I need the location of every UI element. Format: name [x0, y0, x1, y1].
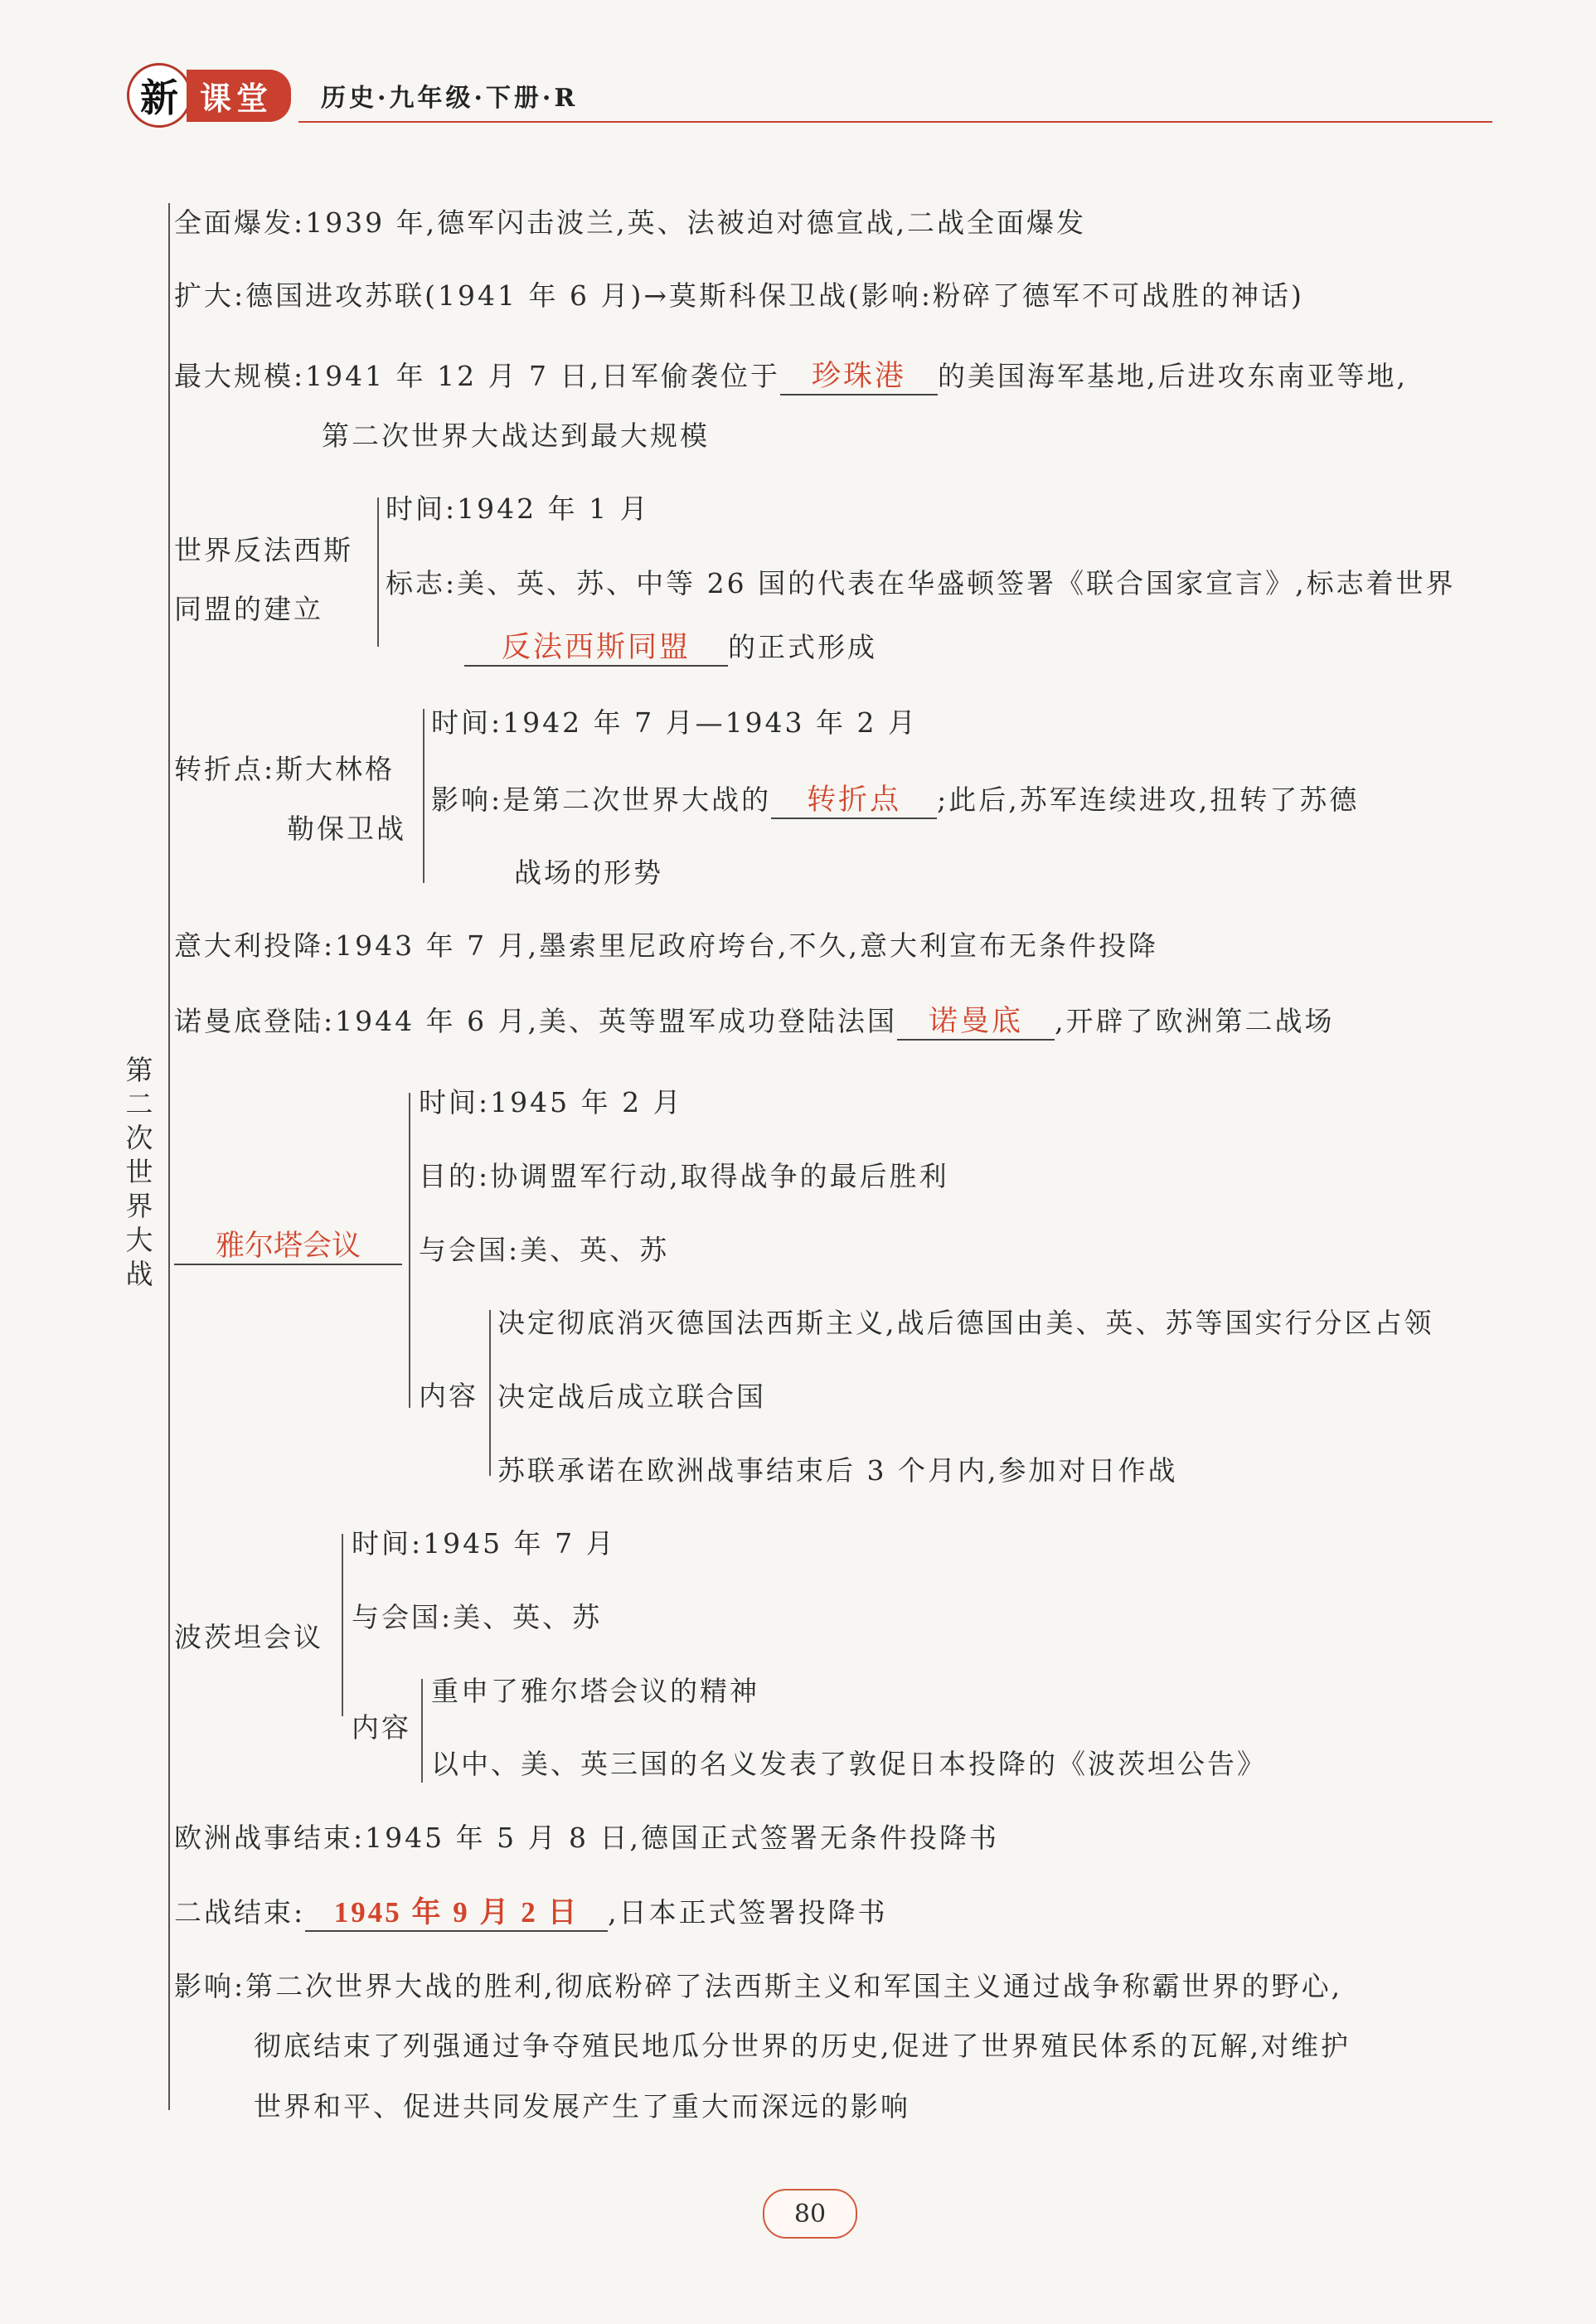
impact-line-1: 影响:第二次世界大战的胜利,彻底粉碎了法西斯主义和军国主义通过战争称霸世界的野心, — [174, 1970, 1343, 2002]
answer-pearl-harbor: 珍珠港 — [780, 359, 938, 395]
alliance-time: 时间:1942 年 1 月 — [386, 492, 650, 525]
yalta-content-bracket — [489, 1310, 491, 1476]
yalta-time: 时间:1945 年 2 月 — [419, 1086, 683, 1118]
impact-line-2: 彻底结束了列强通过争夺殖民地瓜分世界的历史,促进了世界殖民体系的瓦解,对维护 — [254, 2030, 1351, 2062]
page-header — [127, 70, 578, 120]
potsdam-bracket — [342, 1534, 343, 1716]
potsdam-time: 时间:1945 年 7 月 — [352, 1527, 616, 1560]
row-normandy: 诺曼底登陆:1944 年 6 月,美、英等盟军成功登陆法国 诺曼底 ,开辟了欧洲第二战场 — [174, 1004, 1335, 1041]
alliance-row: 反法西斯同盟 的正式形成 — [464, 630, 877, 667]
potsdam-content-1: 重申了雅尔塔会议的精神 — [431, 1675, 759, 1707]
yalta-bracket — [409, 1093, 410, 1408]
yalta-content-1: 决定彻底消灭德国法西斯主义,战后德国由美、英、苏等国实行分区占领 — [497, 1307, 1434, 1339]
answer-anti-fascist-alliance: 反法西斯同盟 — [464, 630, 728, 667]
alliance-bracket — [377, 497, 379, 647]
alliance-sign: 标志:美、英、苏、中等 26 国的代表在华盛顿签署《联合国家宣言》,标志着世界 — [386, 567, 1456, 599]
main-bracket — [168, 203, 170, 2110]
alliance-label: 世界反法西斯 — [174, 534, 353, 566]
turning-label-2: 勒保卫战 — [287, 813, 406, 845]
row-outbreak: 全面爆发:1939 年,德军闪击波兰,英、法被迫对德宣战,二战全面爆发 — [174, 206, 1087, 239]
turning-effect: 影响:是第二次世界大战的 转折点 ;此后,苏军连续进攻,扭转了苏德 — [431, 783, 1359, 819]
potsdam-content-bracket — [421, 1679, 423, 1783]
potsdam-participants: 与会国:美、英、苏 — [352, 1601, 603, 1633]
page-number: 80 — [763, 2189, 857, 2239]
header-subtitle: 历史·九年级·下册·R — [321, 84, 579, 113]
row-max-scale: 最大规模:1941 年 12 月 7 日,日军偷袭位于 珍珠港 的美国海军基地,后进攻东南亚等地, — [174, 359, 1408, 395]
yalta-content-3: 苏联承诺在欧洲战事结束后 3 个月内,参加对日作战 — [497, 1454, 1178, 1487]
row-italy: 意大利投降:1943 年 7 月,墨索里尼政府垮台,不久,意大利宣布无条件投降 — [174, 929, 1159, 962]
header-rule — [298, 121, 1492, 123]
row-max-scale-cont: 第二次世界大战达到最大规模 — [322, 420, 710, 452]
answer-turning-point: 转折点 — [771, 783, 937, 819]
answer-end-date: 1945 年 9 月 2 日 — [305, 1895, 608, 1932]
potsdam-content-2: 以中、美、英三国的名义发表了敦促日本投降的《波茨坦公告》 — [431, 1748, 1267, 1780]
yalta-participants: 与会国:美、英、苏 — [419, 1234, 670, 1266]
logo-band: 课堂 — [187, 70, 291, 122]
row-expansion: 扩大:德国进攻苏联(1941 年 6 月)→莫斯科保卫战(影响:粉碎了德军不可战胜的神话) — [174, 279, 1304, 312]
yalta-label — [174, 1229, 402, 1265]
turning-label: 转折点:斯大林格 — [174, 753, 395, 785]
answer-normandy: 诺曼底 — [897, 1004, 1055, 1041]
row-europe-end: 欧洲战事结束:1945 年 5 月 8 日,德国正式签署无条件投降书 — [174, 1822, 1000, 1854]
side-label: 第 二 次 世 界 大 战 — [125, 1054, 153, 1290]
turning-effect-cont: 战场的形势 — [514, 856, 663, 889]
potsdam-label: 波茨坦会议 — [174, 1621, 323, 1653]
turning-time: 时间:1942 年 7 月—1943 年 2 月 — [431, 706, 919, 739]
alliance-label-2: 同盟的建立 — [174, 593, 323, 625]
yalta-content-label: 内容 — [419, 1380, 478, 1412]
yalta-goal: 目的:协调盟军行动,取得战争的最后胜利 — [419, 1160, 949, 1192]
turning-bracket — [423, 709, 424, 883]
row-war-end: 二战结束: 1945 年 9 月 2 日 ,日本正式签署投降书 — [174, 1895, 888, 1932]
logo-badge: 新 — [127, 63, 192, 128]
yalta-content-2: 决定战后成立联合国 — [497, 1380, 766, 1413]
answer-yalta: 雅尔塔会议 — [174, 1229, 402, 1265]
impact-line-3: 世界和平、促进共同发展产生了重大而深远的影响 — [254, 2090, 910, 2123]
potsdam-content-label: 内容 — [352, 1711, 411, 1744]
